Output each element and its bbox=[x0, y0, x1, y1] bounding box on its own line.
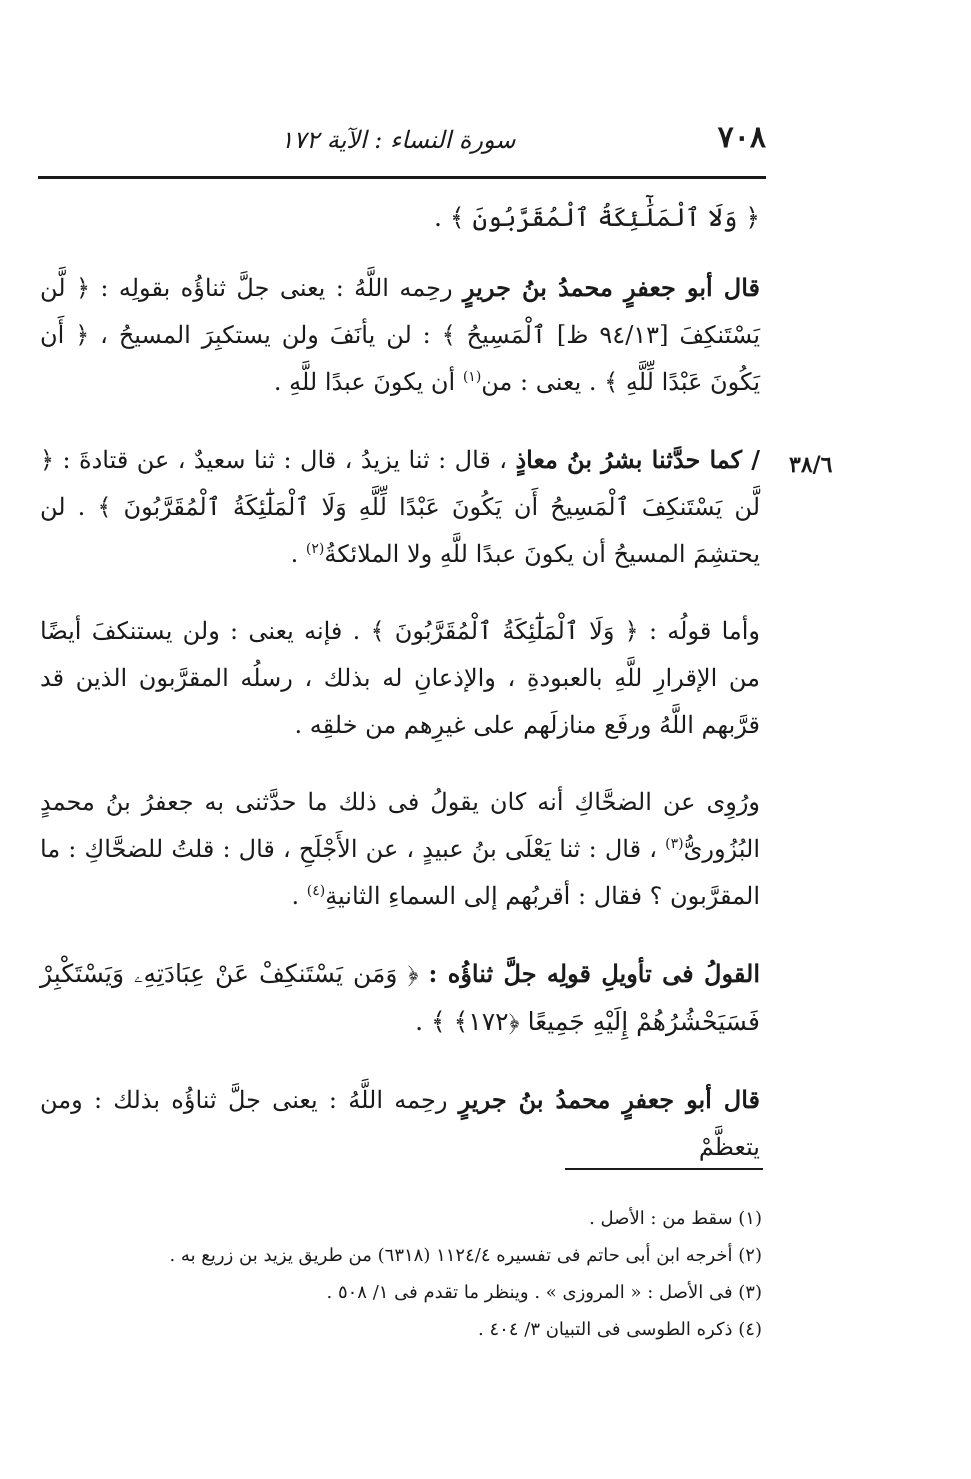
paragraph-text: رحِمه اللَّهُ : يعنى جلَّ ثناؤُه بذلك : ومن يتعظَّمْ bbox=[40, 1086, 760, 1161]
paragraph-text: وأما قولُه : ﴿ وَلَا ٱلْمَلَٰٓئِكَةُ ٱلْمُقَرَّبُونَ ﴾ . فإنه يعنى : ولن يستنكفَ أيضًا من الإقرارِ للَّهِ بالعبودةِ ، والإذعانِ له بذلك ، رسلُه المقرَّبون الذين قد قرَّبهم اللَّهُ ورفَع منازلَهم على غيرِهم من خلقِه . bbox=[40, 617, 760, 739]
paragraph-text: . bbox=[291, 882, 307, 910]
footnote: (٤) ذكره الطوسى فى التبيان ٣/ ٤٠٤ . bbox=[478, 1319, 762, 1340]
running-title: سورة النساء : الآية ١٧٢ bbox=[280, 126, 516, 154]
section-heading: القولُ فى تأويلِ قولِه جلَّ ثناؤُه : bbox=[428, 959, 760, 988]
footnote-marker: (١) bbox=[462, 369, 482, 385]
footnote-divider bbox=[565, 1168, 763, 1170]
footnote-marker: (٤) bbox=[306, 883, 326, 899]
paragraph-text: رحِمه اللَّهُ : يعنى جلَّ ثناؤُه بقولِه : ﴿ لَّن يَسْتَنكِفَ [٩٤/١٣ ظ] ٱلْمَسِيحُ ﴾ : لن يأنَفَ ولن يستكبِرَ المسيحُ ، ﴿ أَن يَكُونَ عَبْدًا لِّلَّهِ ﴾ . يعنى : من bbox=[40, 274, 761, 396]
footnotes bbox=[40, 1200, 762, 1348]
page-header bbox=[38, 118, 766, 179]
quran-verse: ﴿ وَمَن يَسْتَنكِفْ عَنْ عِبَادَتِهِۦ وَيَسْتَكْبِرْ فَسَيَحْشُرُهُمْ إِلَيْهِ جَمِيعًا ﴿١٧٢﴾ ﴾ . bbox=[40, 959, 760, 1036]
paragraph bbox=[40, 264, 760, 406]
paragraph-text: أن يكونَ عبدًا للَّهِ . bbox=[273, 368, 463, 396]
footnote: (٣) فى الأصل : « المروزى » . وينظر ما تقدم فى ١/ ٥٠٨ . bbox=[326, 1282, 762, 1303]
paragraph-text: . bbox=[290, 540, 306, 568]
footnote-marker: (٢) bbox=[305, 541, 325, 557]
footnote: (١) سقط من : الأصل . bbox=[589, 1208, 762, 1229]
footnote: (٢) أخرجه ابن أبى حاتم فى تفسيره ١١٢٤/٤ (٦٣١٨) من طريق يزيد بن زريع به . bbox=[169, 1245, 762, 1266]
paragraph bbox=[40, 1076, 760, 1171]
paragraph-text: ورُوِى عن الضحَّاكِ أنه كان يقولُ فى ذلك ما حدَّثنى به جعفرُ بنُ محمدٍ البُزُورىُّ bbox=[40, 788, 760, 863]
margin-reference: ٣٨/٦ bbox=[789, 452, 833, 478]
quran-verse: ﴿ وَلَا ٱلْمَلَٰٓئِكَةُ ٱلْمُقَرَّبُونَ ﴾ . bbox=[433, 203, 760, 232]
paragraph-lead: قال أبو جعفرٍ محمدُ بنُ جريرٍ bbox=[462, 273, 760, 302]
paragraph bbox=[40, 950, 760, 1046]
paragraph-text: ، قال : ثنا يَعْلَى بنُ عبيدٍ ، عن الأَجْلَحِ ، قال : قلتُ للضحَّاكِ : ما المقرَّبون ؟ فقال : أقربُهم إلى السماءِ الثانيةِ bbox=[40, 835, 760, 910]
paragraph-lead: قال أبو جعفرٍ محمدُ بنُ جريرٍ bbox=[458, 1085, 760, 1114]
paragraph bbox=[40, 608, 760, 749]
paragraph-lead: / كما حدَّثنا بشرُ بنُ معاذٍ bbox=[515, 445, 760, 474]
page-number: ٧٠٨ bbox=[717, 120, 766, 155]
paragraph bbox=[40, 194, 760, 242]
footnote-marker: (٣) bbox=[665, 836, 684, 852]
main-text bbox=[40, 194, 760, 1201]
paragraph bbox=[40, 779, 760, 920]
paragraph-text: ، قال : ثنا يزيدُ ، قال : ثنا سعيدٌ ، عن قتادةَ : ﴿ لَّن يَسْتَنكِفَ ٱلْمَسِيحُ أَن يَكُونَ عَبْدًا لِّلَّهِ وَلَا ٱلْمَلَٰٓئِكَةُ ٱلْمُقَرَّبُونَ ﴾ . لن يحتشِمَ المسيحُ أن يكونَ عبدًا للَّهِ ولا الملائكةُ bbox=[40, 446, 760, 568]
paragraph bbox=[40, 436, 760, 578]
